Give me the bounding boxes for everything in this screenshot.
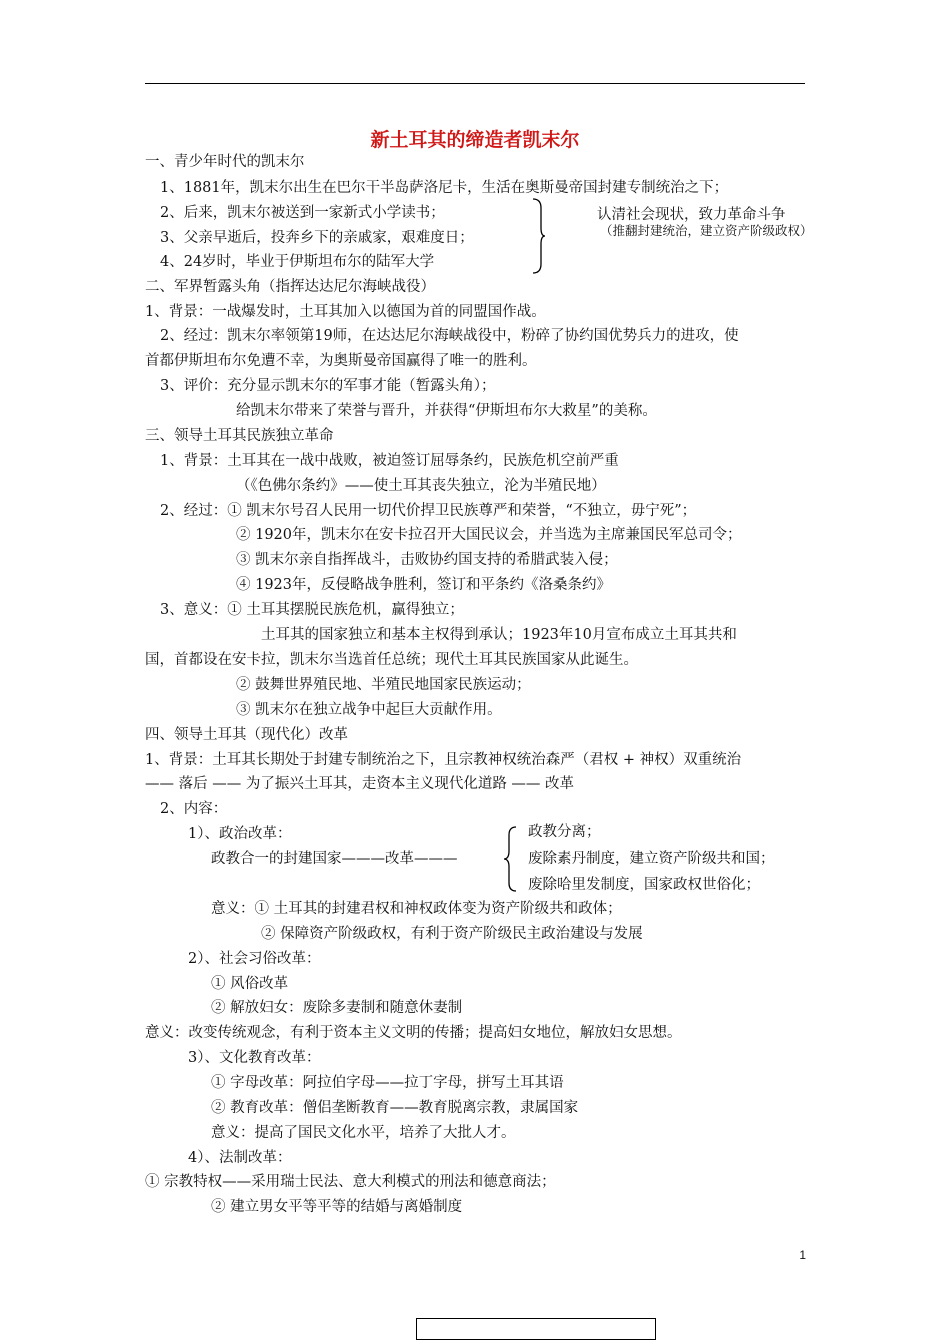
section-heading: 二、军界暂露头角（指挥达达尼尔海峡战役） xyxy=(145,279,435,295)
text-line: ② 教育改革：僧侣垄断教育——教育脱离宗教，隶属国家 xyxy=(211,1100,579,1116)
subsection-heading: 3）、文化教育改革： xyxy=(188,1050,321,1066)
text-line: 3、意义：① 土耳其摆脱民族危机，赢得独立； xyxy=(160,602,464,618)
text-line: 2、经过：凯末尔率领第19师，在达达尼尔海峡战役中，粉碎了协约国优势兵力的进攻，使 xyxy=(160,328,739,344)
bracket-note: 认清社会现状，致力革命斗争 xyxy=(597,207,786,223)
text-line: ③ 凯末尔在独立战争中起巨大贡献作用。 xyxy=(236,702,502,718)
subsection-heading: 1）、政治改革： xyxy=(188,826,292,842)
page-title: 新土耳其的缔造者凯末尔 xyxy=(370,129,580,151)
text-line: 2、内容： xyxy=(160,801,228,817)
text-line: 首都伊斯坦布尔免遭不幸，为奥斯曼帝国赢得了唯一的胜利。 xyxy=(145,353,537,369)
text-line: ② 保障资产阶级政权，有利于资产阶级民主政治建设与发展 xyxy=(261,926,643,942)
footer-box xyxy=(416,1318,656,1340)
text-line: 1、背景：土耳其长期处于封建专制统治之下，且宗教神权统治森严（君权 + 神权）双重统治 xyxy=(145,752,742,768)
brace-item: 废除素丹制度，建立资产阶级共和国； xyxy=(528,851,775,867)
text-line: ② 建立男女平等平等的结婚与离婚制度 xyxy=(211,1199,463,1215)
text-line: 意义：① 土耳其的封建君权和神权政体变为资产阶级共和政体； xyxy=(211,901,622,917)
text-line: （《色佛尔条约》——使土耳其丧失独立，沦为半殖民地） xyxy=(236,478,606,494)
brace-item: 废除哈里发制度，国家政权世俗化； xyxy=(528,877,760,893)
text-line: 土耳其的国家独立和基本主权得到承认；1923年10月宣布成立土耳其共和 xyxy=(261,627,737,643)
header-rule xyxy=(145,83,805,84)
text-line: ① 字母改革：阿拉伯字母——拉丁字母，拼写土耳其语 xyxy=(211,1075,564,1091)
text-line: 3、评价：充分显示凯末尔的军事才能（暂露头角）； xyxy=(160,378,496,394)
text-line: 1、背景：一战爆发时，土耳其加入以德国为首的同盟国作战。 xyxy=(145,304,546,320)
text-line: 给凯末尔带来了荣誉与晋升，并获得“伊斯坦布尔大救星”的美称。 xyxy=(236,403,657,419)
section-heading: 四、领导土耳其（现代化）改革 xyxy=(145,727,348,743)
text-line: 4、24岁时，毕业于伊斯坦布尔的陆军大学 xyxy=(160,254,435,270)
text-line: —— 落后 —— 为了振兴土耳其，走资本主义现代化道路 —— 改革 xyxy=(145,776,575,792)
text-line: 意义：改变传统观念，有利于资本主义文明的传播；提高妇女地位，解放妇女思想。 xyxy=(145,1025,682,1041)
text-line: 2、经过：① 凯末尔号召人民用一切代价捍卫民族尊严和荣誉，“不独立，毋宁死”； xyxy=(160,503,697,519)
section-heading: 一、青少年时代的凯末尔 xyxy=(145,154,305,170)
right-brace-icon xyxy=(532,198,546,274)
text-line: ② 鼓舞世界殖民地、半殖民地国家民族运动； xyxy=(236,677,531,693)
text-line: 1、1881年，凯末尔出生在巴尔干半岛萨洛尼卡，生活在奥斯曼帝国封建专制统治之下； xyxy=(160,180,729,196)
text-line: ② 解放妇女：废除多妻制和随意休妻制 xyxy=(211,1000,463,1016)
section-heading: 三、领导土耳其民族独立革命 xyxy=(145,428,334,444)
bracket-note-detail: （推翻封建统治，建立资产阶级政权） xyxy=(600,223,813,238)
text-line: 2、后来，凯末尔被送到一家新式小学读书； xyxy=(160,205,445,221)
text-line: 政教合一的封建国家———改革——— xyxy=(211,851,458,867)
left-brace-icon xyxy=(503,826,517,892)
subsection-heading: 4）、法制改革： xyxy=(188,1150,292,1166)
page-number: 1 xyxy=(799,1248,806,1262)
brace-item: 政教分离； xyxy=(528,824,601,840)
text-line: ① 宗教特权——采用瑞士民法、意大利模式的刑法和德意商法； xyxy=(145,1174,556,1190)
text-line: ② 1920年，凯末尔在安卡拉召开大国民议会，并当选为主席兼国民军总司令； xyxy=(236,527,742,543)
text-line: 国，首都设在安卡拉，凯末尔当选首任总统；现代土耳其民族国家从此诞生。 xyxy=(145,652,638,668)
text-line: 3、父亲早逝后，投奔乡下的亲戚家，艰难度日； xyxy=(160,230,474,246)
text-line: ④ 1923年，反侵略战争胜利，签订和平条约《洛桑条约》 xyxy=(236,577,612,593)
text-line: 意义：提高了国民文化水平，培养了大批人才。 xyxy=(211,1125,516,1141)
text-line: 1、背景：土耳其在一战中战败，被迫签订屈辱条约，民族危机空前严重 xyxy=(160,453,619,469)
subsection-heading: 2）、社会习俗改革： xyxy=(188,951,321,967)
text-line: ① 风俗改革 xyxy=(211,976,289,992)
text-line: ③ 凯末尔亲自指挥战斗，击败协约国支持的希腊武装入侵； xyxy=(236,552,618,568)
